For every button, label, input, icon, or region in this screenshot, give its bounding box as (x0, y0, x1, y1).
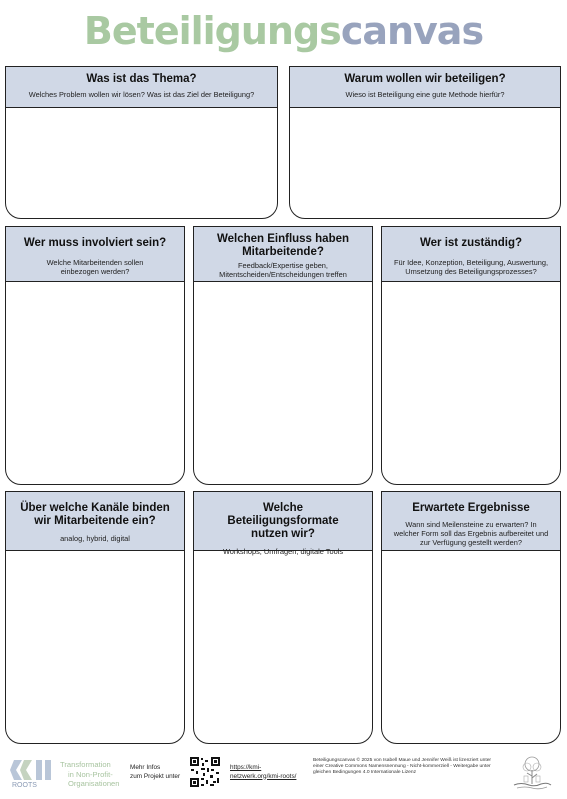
card-header (382, 227, 560, 282)
link-line: netzwerk.org/kmi-roots/ (230, 772, 297, 780)
more-info-line: Mehr Infos (130, 764, 161, 771)
card-input-area[interactable] (290, 108, 560, 218)
card-subtitle: Für Idee, Konzeption, Beteiligung, Auswertung, Umsetzung des Beteiligungsprozesses? (393, 258, 549, 276)
card-subtitle: Wann sind Meilensteine zu erwarten? In welcher Form soll das Ergebnis aufbereitet und zur Verfügung gestellt werden? (393, 520, 549, 547)
card-subtitle: Wieso ist Beteiligung eine gute Methode hierfür? (345, 90, 505, 99)
card-header (6, 492, 184, 551)
card-input-area[interactable] (6, 282, 184, 484)
license-text: Beteiligungscanvas © 2025 von Isabell Maue und Jennifer Weiß ist lizenziert unter einer Creative Commons Namensnennung - Nicht-kommerziell - Weitergabe unter gleichen Bedingungen 4.0 Internationale Lizenz (313, 758, 492, 776)
card-why (289, 66, 561, 219)
project-link[interactable] (230, 764, 296, 781)
card-subtitle: analog, hybrid, digital (60, 534, 130, 543)
card-input-area[interactable] (194, 282, 372, 484)
page-title (0, 8, 567, 54)
card-question: Erwartete Ergebnisse (412, 502, 530, 514)
link-line: https://kmi- (230, 764, 262, 771)
tagline-line: Transformation (60, 760, 111, 769)
title-part-2: canvas (340, 9, 484, 53)
card-input-area[interactable] (194, 551, 372, 743)
card-formats (193, 491, 373, 744)
card-header (194, 227, 372, 282)
logo-text: ROOTS (12, 782, 37, 788)
qr-code-icon[interactable] (189, 756, 221, 788)
card-subtitle: Workshops, Umfragen, digitale Tools (222, 547, 344, 556)
card-question: Wer ist zuständig? (419, 237, 523, 249)
card-header (382, 492, 560, 551)
card-influence (193, 226, 373, 485)
tagline (60, 760, 120, 789)
card-input-area[interactable] (6, 108, 277, 218)
card-topic (5, 66, 278, 219)
tagline-line: Organisationen (68, 779, 120, 788)
card-channels (5, 491, 185, 744)
card-header (6, 67, 277, 108)
card-input-area[interactable] (382, 551, 560, 743)
card-header (290, 67, 560, 108)
card-question: Über welche Kanäle binden wir Mitarbeitende ein? (20, 502, 170, 527)
card-results (381, 491, 561, 744)
tagline-line: in Non-Profit- (68, 769, 113, 779)
card-responsible (381, 226, 561, 485)
card-input-area[interactable] (382, 282, 560, 484)
card-header (194, 492, 372, 556)
card-subtitle: Welche Mitarbeitenden sollen einbezogen werden? (46, 258, 144, 276)
card-subtitle: Welches Problem wollen wir lösen? Was ist das Ziel der Beteiligung? (28, 90, 255, 99)
card-question: Warum wollen wir beteiligen? (344, 73, 506, 85)
tree-icon (511, 754, 553, 792)
card-input-area[interactable] (6, 551, 184, 743)
logo-icon (10, 758, 58, 788)
title-part-1: Beteiligungs (83, 9, 341, 53)
card-header (6, 227, 184, 282)
card-question: Was ist das Thema? (86, 73, 197, 85)
more-info-line: zum Projekt unter (130, 772, 181, 780)
more-info-text (130, 764, 180, 781)
card-question: Wer muss involviert sein? (23, 237, 167, 249)
card-subtitle: Feedback/Expertise geben, Mitentscheiden/Entscheidungen treffen (219, 261, 347, 279)
footer (0, 748, 567, 799)
card-question: Welche Beteiligungsformate nutzen wir? (227, 502, 339, 540)
card-who-involved (5, 226, 185, 485)
card-question: Welchen Einfluss haben Mitarbeitende? (216, 233, 350, 258)
